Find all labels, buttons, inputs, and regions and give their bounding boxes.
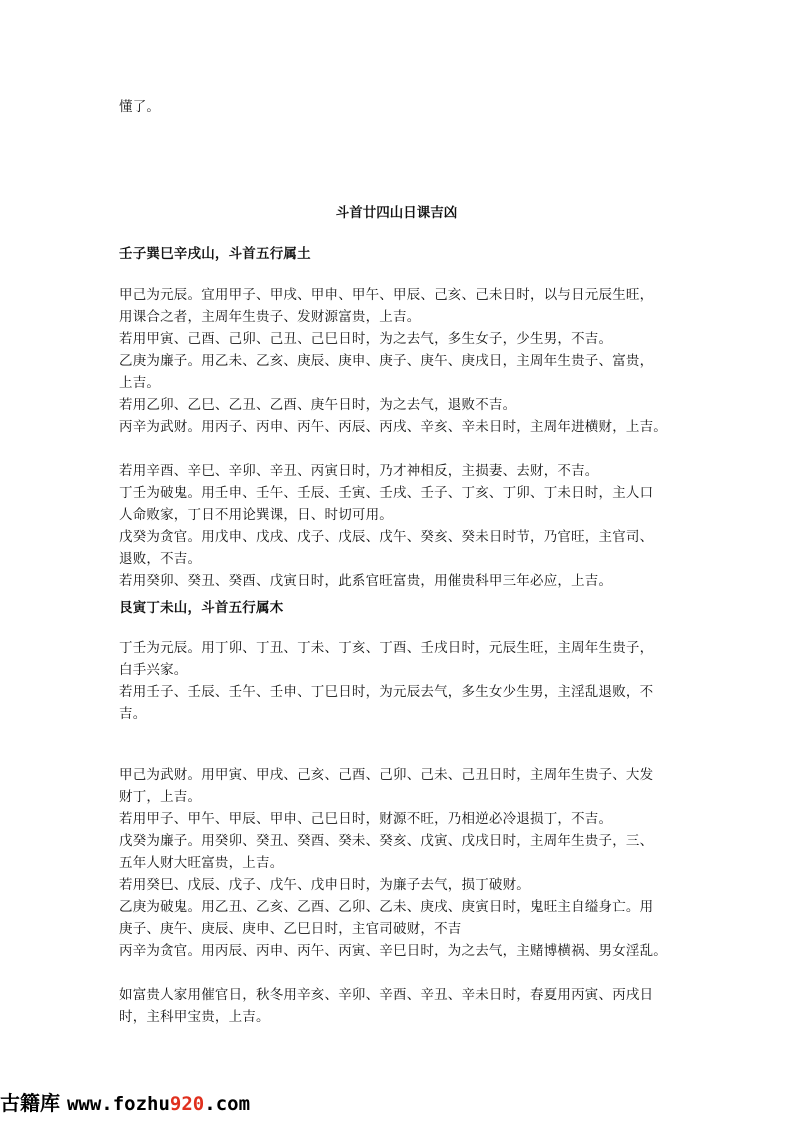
paragraph-line: 时，主科甲宝贵，上吉。 (119, 1009, 270, 1025)
paragraph-line: 人命败家，丁日不用论巽课，日、时切可用。 (119, 507, 393, 523)
section1-heading: 壬子巽巳辛戌山，斗首五行属土 (119, 246, 311, 262)
paragraph-line: 上吉。 (119, 375, 161, 391)
footer-url-suffix: .com (204, 1093, 251, 1115)
footer-watermark (0, 1088, 250, 1118)
paragraph-line: 财丁，上吉。 (119, 789, 202, 805)
paragraph-line: 退败，不吉。 (119, 551, 202, 567)
page-title: 斗首廿四山日课吉凶 (335, 205, 458, 221)
paragraph-line: 吉。 (119, 706, 147, 722)
footer-url-prefix: www.fozhu (66, 1093, 170, 1115)
paragraph-line: 若用甲寅、己酉、己卯、己丑、己巳日时，为之去气，多生女子，少生男，不吉。 (119, 331, 613, 347)
paragraph-line: 甲己为武财。用甲寅、甲戌、己亥、己酉、己卯、己未、己丑日时，主周年生贵子、大发 (119, 767, 654, 783)
paragraph-line: 丁壬为元辰。用丁卯、丁丑、丁未、丁亥、丁酉、壬戌日时，元辰生旺，主周年生贵子， (119, 640, 654, 656)
paragraph-line: 戊癸为廉子。用癸卯、癸丑、癸酉、癸未、癸亥、戊寅、戊戌日时，主周年生贵子，三、 (119, 833, 654, 849)
paragraph-line: 若用乙卯、乙巳、乙丑、乙酉、庚午日时，为之去气，退败不吉。 (119, 397, 517, 413)
paragraph-line: 庚子、庚午、庚辰、庚申、乙巳日时，主官司破财，不吉 (119, 921, 462, 937)
paragraph-line: 乙庚为廉子。用乙未、乙亥、庚辰、庚申、庚子、庚午、庚戌日，主周年生贵子、富贵， (119, 353, 654, 369)
section2-heading: 艮寅丁未山，斗首五行属木 (119, 600, 284, 616)
paragraph-line: 戊癸为贪官。用戊申、戊戌、戊子、戊辰、戊午、癸亥、癸未日时节，乃官旺，主官司、 (119, 529, 654, 545)
paragraph-line: 丙辛为武财。用丙子、丙申、丙午、丙辰、丙戌、辛亥、辛未日时，主周年进横财，上吉。 (119, 419, 667, 435)
paragraph-line: 若用辛酉、辛巳、辛卯、辛丑、丙寅日时，乃才神相反，主损妻、去财，不吉。 (119, 463, 599, 479)
paragraph-line: 白手兴家。 (119, 662, 188, 678)
paragraph-line: 若用癸巳、戊辰、戊子、戊午、戊申日时，为廉子去气，损丁破财。 (119, 877, 530, 893)
footer-brand: 古籍库 (0, 1091, 60, 1115)
paragraph-line: 乙庚为破鬼。用乙丑、乙亥、乙酉、乙卯、乙未、庚戌、庚寅日时，鬼旺主自缢身亡。用 (119, 899, 654, 915)
paragraph-line: 若用癸卯、癸丑、癸酉、戊寅日时，此系官旺富贵，用催贵科甲三年必应，上吉。 (119, 573, 613, 589)
paragraph-line: 若用甲子、甲午、甲辰、甲申、己巳日时，财源不旺，乃相逆必冷退损丁，不吉。 (119, 811, 613, 827)
paragraph-line: 若用壬子、壬辰、壬午、壬申、丁巳日时，为元辰去气，多生女少生男，主淫乱退败，不 (119, 684, 654, 700)
paragraph-line: 甲己为元辰。宜用甲子、甲戌、甲申、甲午、甲辰、己亥、己未日时，以与日元辰生旺， (119, 287, 654, 303)
intro-tail-text: 懂了。 (119, 99, 161, 115)
paragraph-line: 用课合之者，主周年生贵子、发财源富贵，上吉。 (119, 309, 421, 325)
paragraph-line: 丙辛为贪官。用丙辰、丙申、丙午、丙寅、辛巳日时，为之去气，主赌博横祸、男女淫乱。 (119, 943, 667, 959)
footer-url-number: 920 (169, 1093, 205, 1115)
paragraph-line: 丁壬为破鬼。用壬申、壬午、壬辰、壬寅、壬戌、壬子、丁亥、丁卯、丁未日时，主人口 (119, 485, 654, 501)
paragraph-line: 如富贵人家用催官日，秋冬用辛亥、辛卯、辛酉、辛丑、辛未日时，春夏用丙寅、丙戌日 (119, 987, 654, 1003)
footer-url[interactable] (67, 1093, 250, 1115)
paragraph-line: 五年人财大旺富贵，上吉。 (119, 855, 284, 871)
